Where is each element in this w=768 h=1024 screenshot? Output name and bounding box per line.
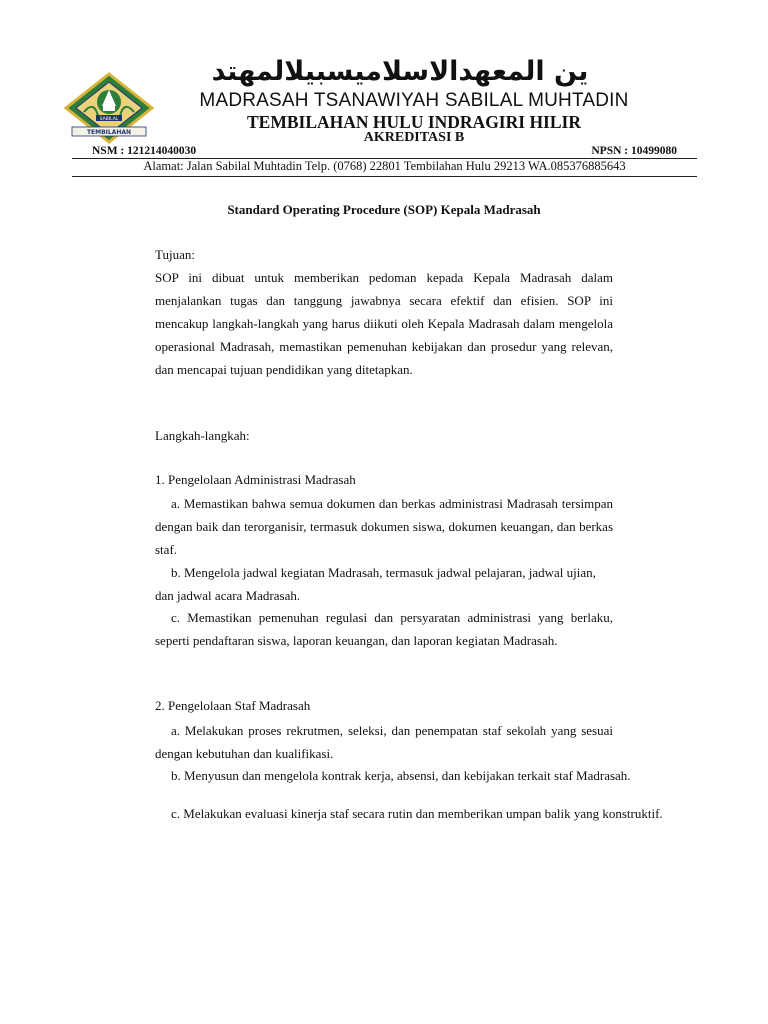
nsm-number: NSM : 121214040030	[92, 145, 197, 157]
list-item: a. Melakukan proses rekrutmen, seleksi, dan penempatan staf sekolah yang sesuai dengan kebutuhan dan kualifikasi.	[155, 723, 613, 761]
school-address: Alamat: Jalan Sabilal Muhtadin Telp. (0768) 22801 Tembilahan Hulu 29213 WA.085376885643	[143, 159, 626, 173]
list-item: b. Mengelola jadwal kegiatan Madrasah, termasuk jadwal pelajaran, jadwal ujian, dan jadwal acara Madrasah.	[155, 565, 596, 603]
accreditation: AKREDITASI B	[363, 130, 465, 145]
school-region: TEMBILAHAN HULU INDRAGIRI HILIR	[246, 112, 581, 132]
list-item: c. Memastikan pemenuhan regulasi dan persyaratan administrasi yang berlaku, seperti pendaftaran siswa, laporan keuangan, dan laporan kegiatan Madrasah.	[155, 610, 613, 648]
list-item: b. Menyusun dan mengelola kontrak kerja, absensi, dan kebijakan terkait staf Madrasah.	[171, 768, 631, 783]
list-item: a. Memastikan bahwa semua dokumen dan berkas administrasi Madrasah tersimpan dengan baik dan terorganisir, termasuk dokumen siswa, dokumen keuangan, dan berkas staf.	[155, 496, 613, 557]
logo-sabilal-text: SABILAL	[99, 117, 119, 122]
section-heading: 1. Pengelolaan Administrasi Madrasah	[155, 472, 356, 487]
purpose-paragraph: SOP ini dibuat untuk memberikan pedoman kepada Kepala Madrasah dalam menjalankan tugas dan tanggung jawabnya secara efektif dan efisien. SOP ini mencakup langkah-langkah yang harus diikuti oleh Kepala Madrasah dalam mengelola operasional Madrasah, memastikan pemenuhan kebijakan dan prosedur yang relevan, dan mencapai tujuan pendidikan yang ditetapkan.	[155, 270, 613, 377]
header-divider-bottom	[72, 176, 697, 177]
logo-tembilahan-text: TEMBILAHAN	[86, 129, 132, 136]
list-item: c. Melakukan evaluasi kinerja staf secara rutin dan memberikan umpan balik yang konstruktif.	[171, 806, 663, 821]
school-logo	[62, 72, 156, 144]
arabic-school-name: ين المعهدالاسلاميسبيلالمهتد	[211, 56, 589, 87]
npsn-number: NPSN : 10499080	[591, 145, 677, 157]
document-title: Standard Operating Procedure (SOP) Kepala Madrasah	[227, 202, 541, 217]
steps-label: Langkah-langkah:	[155, 428, 250, 443]
school-name: MADRASAH TSANAWIYAH SABILAL MUHTADIN	[199, 90, 629, 111]
purpose-label: Tujuan:	[155, 247, 195, 262]
section-heading: 2. Pengelolaan Staf Madrasah	[155, 698, 311, 713]
